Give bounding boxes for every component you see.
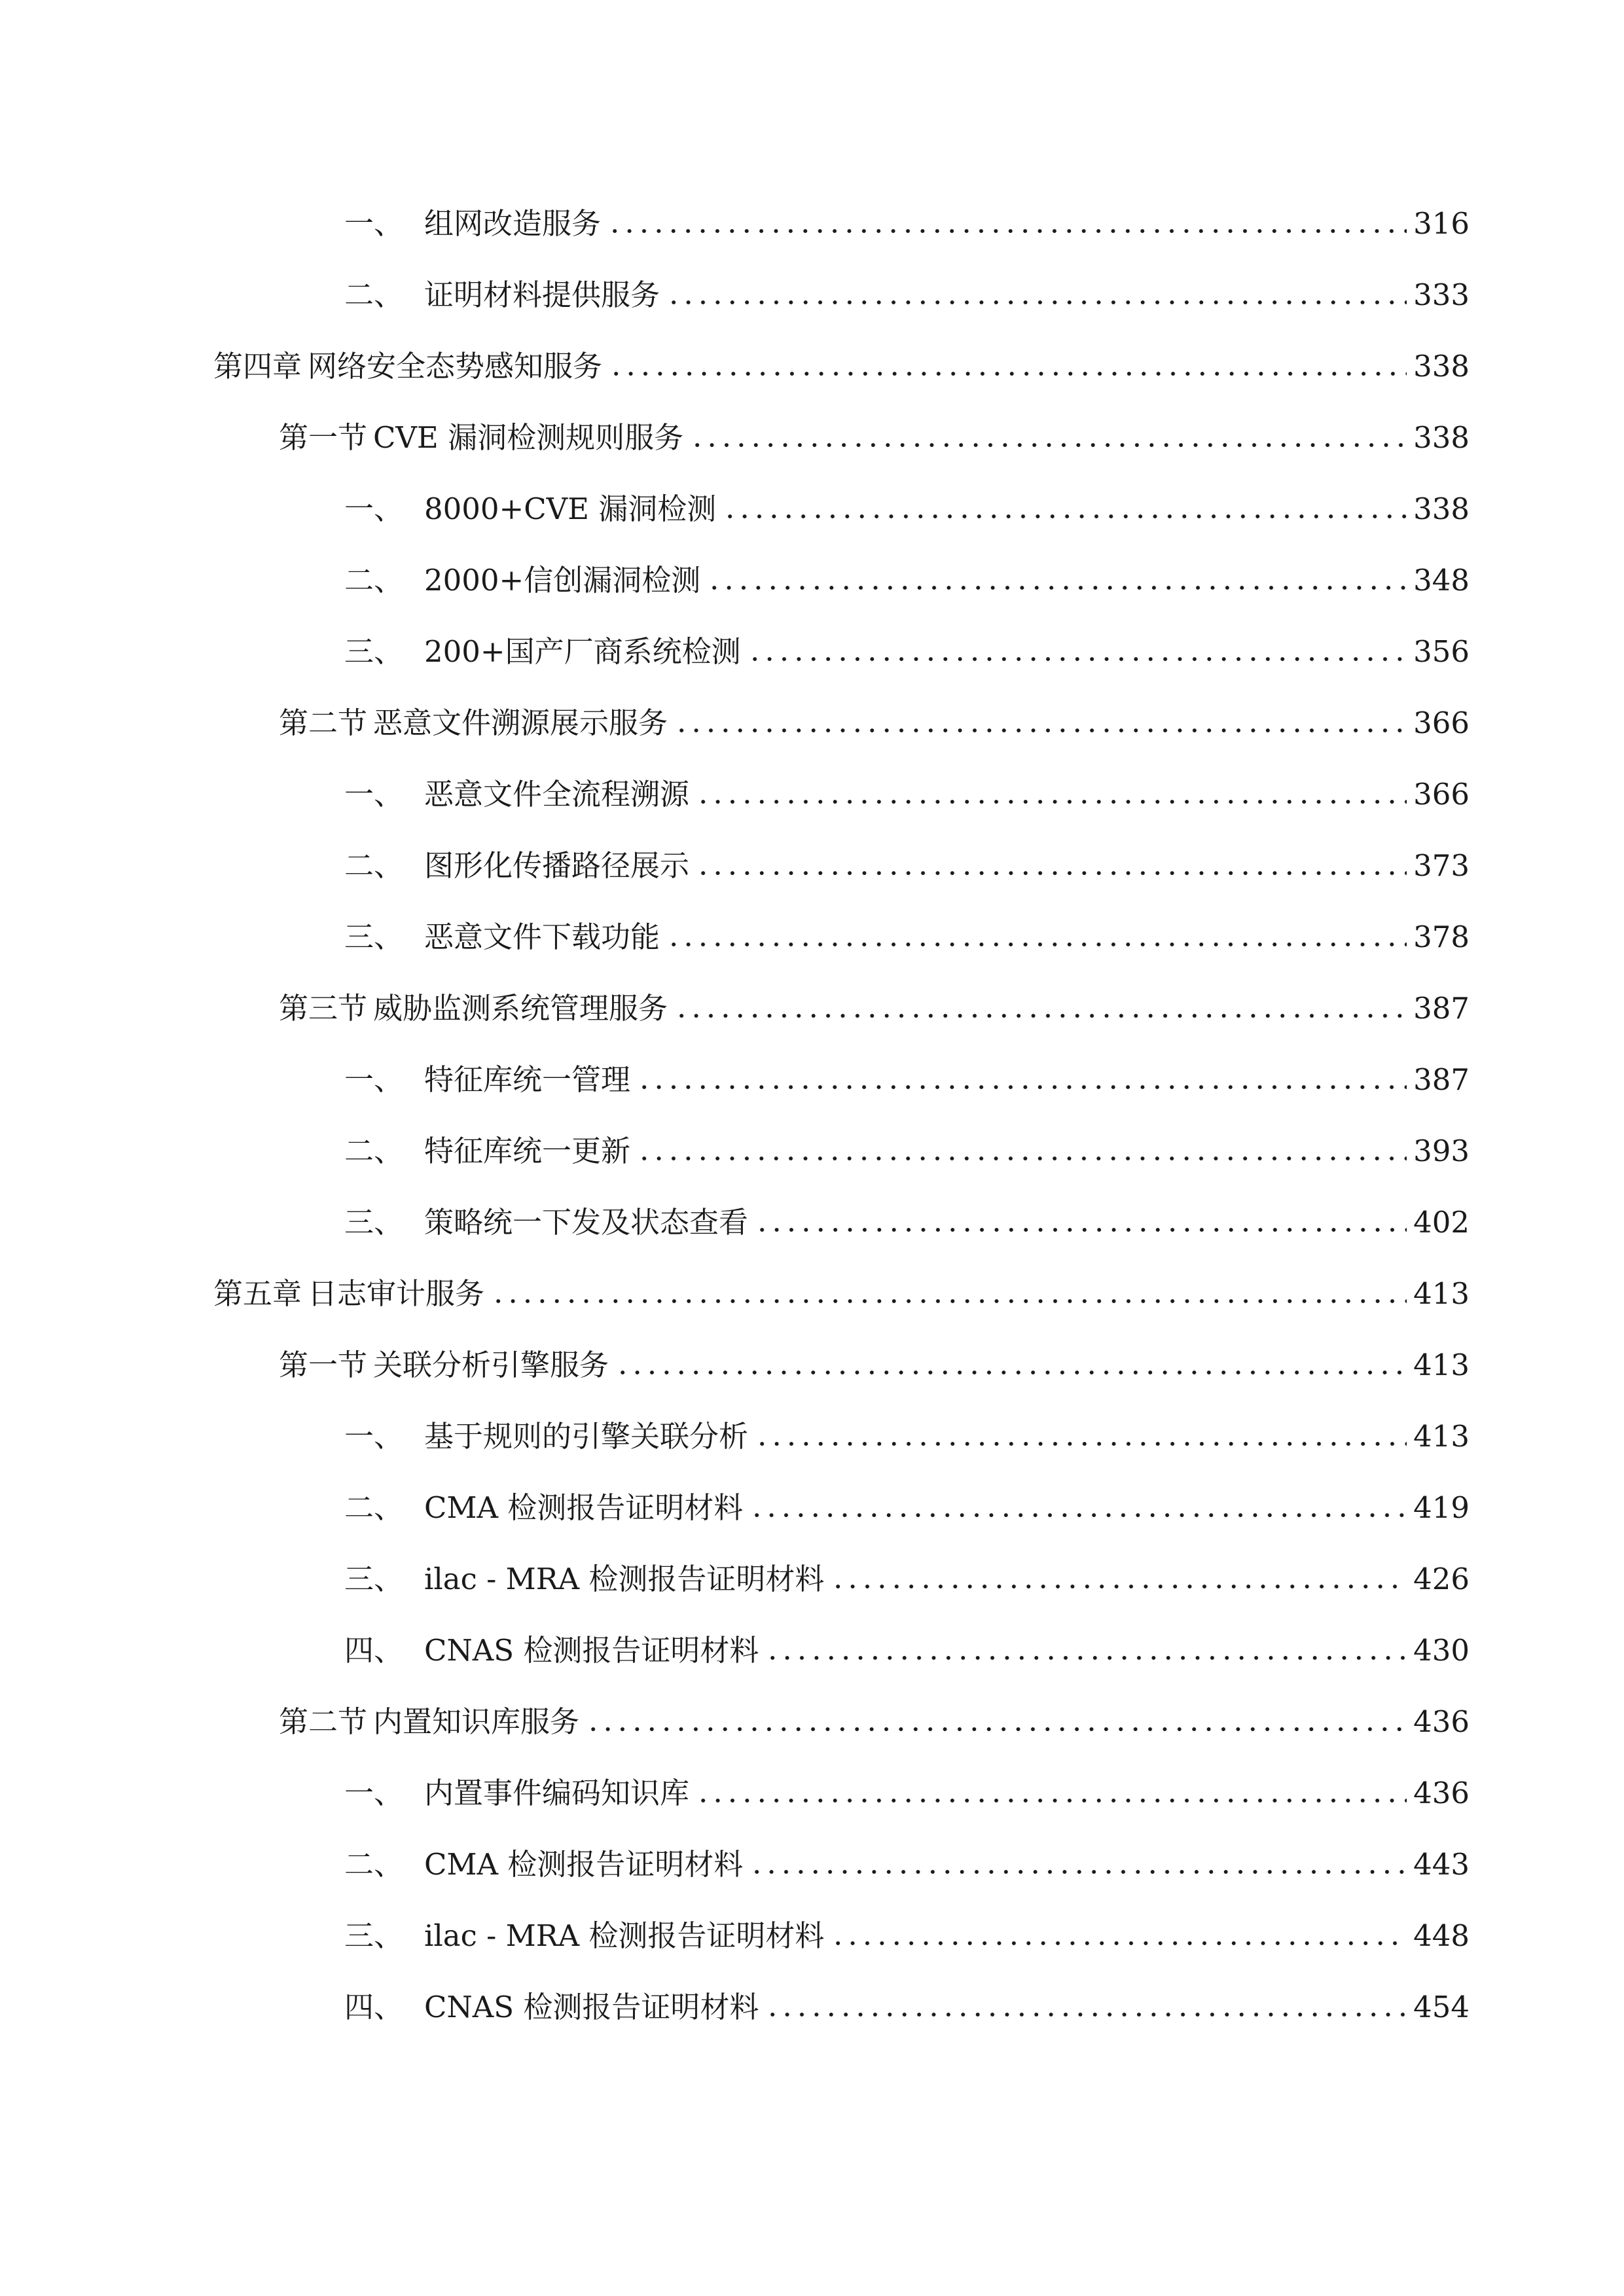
toc-entry-page: 402 <box>1413 1205 1470 1240</box>
toc-entry-number: 第一节 <box>279 1348 368 1382</box>
toc-entry-title: 恶意文件下载功能 <box>424 920 660 954</box>
toc-entry-number: 第三节 <box>279 991 368 1026</box>
toc-entry-page: 333 <box>1413 278 1470 312</box>
toc-entry[interactable] <box>344 261 1470 314</box>
toc-entry-number: 一、 <box>344 1419 404 1454</box>
toc-entry-title: 图形化传播路径展示 <box>424 848 690 883</box>
toc-entry-page: 436 <box>1413 1704 1470 1739</box>
toc-entry-page: 413 <box>1413 1276 1470 1311</box>
toc-entry[interactable] <box>344 1831 1470 1883</box>
toc-entry-title: 证明材料提供服务 <box>424 278 660 312</box>
toc-entry-page: 356 <box>1413 634 1470 669</box>
toc-entry-number: 三、 <box>344 1562 404 1596</box>
toc-dot-leader <box>666 299 1407 306</box>
toc-entry-number: 二、 <box>344 1847 404 1882</box>
toc-entry[interactable] <box>344 475 1470 528</box>
toc-dot-leader <box>765 1655 1407 1661</box>
toc-entry-number: 一、 <box>344 492 404 526</box>
toc-entry[interactable] <box>279 689 1470 742</box>
toc-entry-title: 2000+信创漏洞检测 <box>424 563 701 598</box>
toc-dot-leader <box>696 798 1407 805</box>
toc-entry-title: CMA 检测报告证明材料 <box>424 1847 744 1882</box>
toc-entry[interactable] <box>344 1545 1470 1598</box>
toc-entry-title: CVE 漏洞检测规则服务 <box>373 420 684 455</box>
toc-entry[interactable] <box>344 1189 1470 1241</box>
toc-dot-leader <box>831 1583 1407 1590</box>
toc-entry-page: 338 <box>1413 420 1470 455</box>
toc-entry-number: 二、 <box>344 1134 404 1168</box>
toc-entry-number: 一、 <box>344 1062 404 1097</box>
toc-entry[interactable] <box>213 332 1470 385</box>
toc-entry-title: 8000+CVE 漏洞检测 <box>424 492 717 526</box>
toc-entry-page: 316 <box>1413 206 1470 241</box>
toc-dot-leader <box>609 370 1407 377</box>
toc-dot-leader <box>637 1155 1407 1162</box>
toc-dot-leader <box>755 1227 1407 1233</box>
toc-dot-leader <box>607 228 1407 234</box>
toc-entry-title: ilac - MRA 检测报告证明材料 <box>424 1562 825 1596</box>
toc-entry-page: 387 <box>1413 1062 1470 1097</box>
toc-entry-title: CNAS 检测报告证明材料 <box>424 1990 759 2024</box>
toc-entry-page: 413 <box>1413 1348 1470 1382</box>
toc-entry-number: 第二节 <box>279 706 368 740</box>
toc-entry-page: 338 <box>1413 492 1470 526</box>
toc-entry[interactable] <box>344 547 1470 599</box>
toc-entry-page: 454 <box>1413 1990 1470 2024</box>
toc-dot-leader <box>696 1797 1407 1804</box>
toc-entry[interactable] <box>279 1331 1470 1384</box>
toc-entry[interactable] <box>344 1759 1470 1812</box>
toc-entry-number: 四、 <box>344 1633 404 1668</box>
toc-entry-title: 恶意文件全流程溯源 <box>424 777 690 812</box>
toc-entry-title: 策略统一下发及状态查看 <box>424 1205 749 1240</box>
toc-entry-page: 387 <box>1413 991 1470 1026</box>
toc-entry-number: 二、 <box>344 1490 404 1525</box>
toc-entry-number: 一、 <box>344 777 404 812</box>
toc-dot-leader <box>749 1512 1407 1518</box>
toc-entry-title: CMA 检测报告证明材料 <box>424 1490 744 1525</box>
toc-entry-number: 第四章 <box>213 349 302 384</box>
toc-entry-page: 393 <box>1413 1134 1470 1168</box>
toc-entry-page: 378 <box>1413 920 1470 954</box>
toc-entry-title: ilac - MRA 检测报告证明材料 <box>424 1918 825 1953</box>
toc-entry[interactable] <box>344 1617 1470 1669</box>
toc-entry[interactable] <box>344 1902 1470 1954</box>
toc-entry-title: 日志审计服务 <box>308 1276 485 1311</box>
toc-entry-title: 网络安全态势感知服务 <box>308 349 603 384</box>
toc-entry-title: 基于规则的引擎关联分析 <box>424 1419 749 1454</box>
toc-entry-page: 443 <box>1413 1847 1470 1882</box>
toc-entry-number: 三、 <box>344 1205 404 1240</box>
toc-entry-title: 特征库统一管理 <box>424 1062 631 1097</box>
toc-entry-number: 一、 <box>344 1776 404 1810</box>
toc-entry[interactable] <box>344 903 1470 956</box>
toc-dot-leader <box>637 1084 1407 1090</box>
toc-entry-page: 348 <box>1413 563 1470 598</box>
toc-entry-page: 413 <box>1413 1419 1470 1454</box>
toc-entry[interactable] <box>344 1403 1470 1455</box>
toc-dot-leader <box>755 1441 1407 1447</box>
toc-entry[interactable] <box>279 975 1470 1027</box>
toc-entry[interactable] <box>344 190 1470 242</box>
toc-dot-leader <box>666 941 1407 948</box>
toc-entry[interactable] <box>344 832 1470 884</box>
toc-dot-leader <box>748 656 1407 662</box>
toc-dot-leader <box>696 870 1407 876</box>
toc-entry-number: 一、 <box>344 206 404 241</box>
toc-dot-leader <box>723 513 1407 520</box>
toc-dot-leader <box>690 442 1407 448</box>
toc-entry-page: 373 <box>1413 848 1470 883</box>
toc-entry-number: 三、 <box>344 1918 404 1953</box>
toc-dot-leader <box>586 1726 1407 1732</box>
toc-entry[interactable] <box>344 1474 1470 1526</box>
toc-dot-leader <box>749 1869 1407 1875</box>
toc-entry-page: 338 <box>1413 349 1470 384</box>
toc-entry-number: 第二节 <box>279 1704 368 1739</box>
toc-entry-title: 200+国产厂商系统检测 <box>424 634 741 669</box>
toc-entry-number: 第五章 <box>213 1276 302 1311</box>
toc-entry-number: 四、 <box>344 1990 404 2024</box>
toc-dot-leader <box>707 584 1407 591</box>
toc-dot-leader <box>765 2011 1407 2018</box>
toc-entry-title: 内置事件编码知识库 <box>424 1776 690 1810</box>
toc-entry-page: 366 <box>1413 777 1470 812</box>
toc-dot-leader <box>615 1369 1407 1376</box>
toc-entry-title: 恶意文件溯源展示服务 <box>373 706 668 740</box>
toc-dot-leader <box>674 727 1407 734</box>
toc-entry[interactable] <box>279 404 1470 456</box>
toc-dot-leader <box>831 1940 1407 1946</box>
toc-entry-page: 366 <box>1413 706 1470 740</box>
toc-entry-page: 419 <box>1413 1490 1470 1525</box>
toc-entry-number: 二、 <box>344 563 404 598</box>
toc-entry-title: 组网改造服务 <box>424 206 602 241</box>
toc-entry[interactable] <box>344 1973 1470 2026</box>
toc-entry-page: 448 <box>1413 1918 1470 1953</box>
toc-entry-number: 三、 <box>344 920 404 954</box>
toc-entry-number: 二、 <box>344 278 404 312</box>
toc-entry-number: 二、 <box>344 848 404 883</box>
toc-entry-number: 第一节 <box>279 420 368 455</box>
toc-dot-leader <box>491 1298 1407 1304</box>
toc-entry-title: 内置知识库服务 <box>373 1704 580 1739</box>
toc-entry-page: 426 <box>1413 1562 1470 1596</box>
toc-entry-page: 430 <box>1413 1633 1470 1668</box>
toc-dot-leader <box>674 1013 1407 1019</box>
toc-entry[interactable] <box>213 1260 1470 1312</box>
toc-entry-title: 威胁监测系统管理服务 <box>373 991 668 1026</box>
toc-entry-title: CNAS 检测报告证明材料 <box>424 1633 759 1668</box>
toc-entry-number: 三、 <box>344 634 404 669</box>
toc-entry[interactable] <box>344 618 1470 670</box>
toc-entry[interactable] <box>344 1046 1470 1098</box>
toc-entry[interactable] <box>279 1688 1470 1740</box>
toc-entry-title: 特征库统一更新 <box>424 1134 631 1168</box>
toc-entry[interactable] <box>344 1117 1470 1170</box>
toc-entry-page: 436 <box>1413 1776 1470 1810</box>
toc-entry[interactable] <box>344 761 1470 813</box>
toc-entry-title: 关联分析引擎服务 <box>373 1348 609 1382</box>
